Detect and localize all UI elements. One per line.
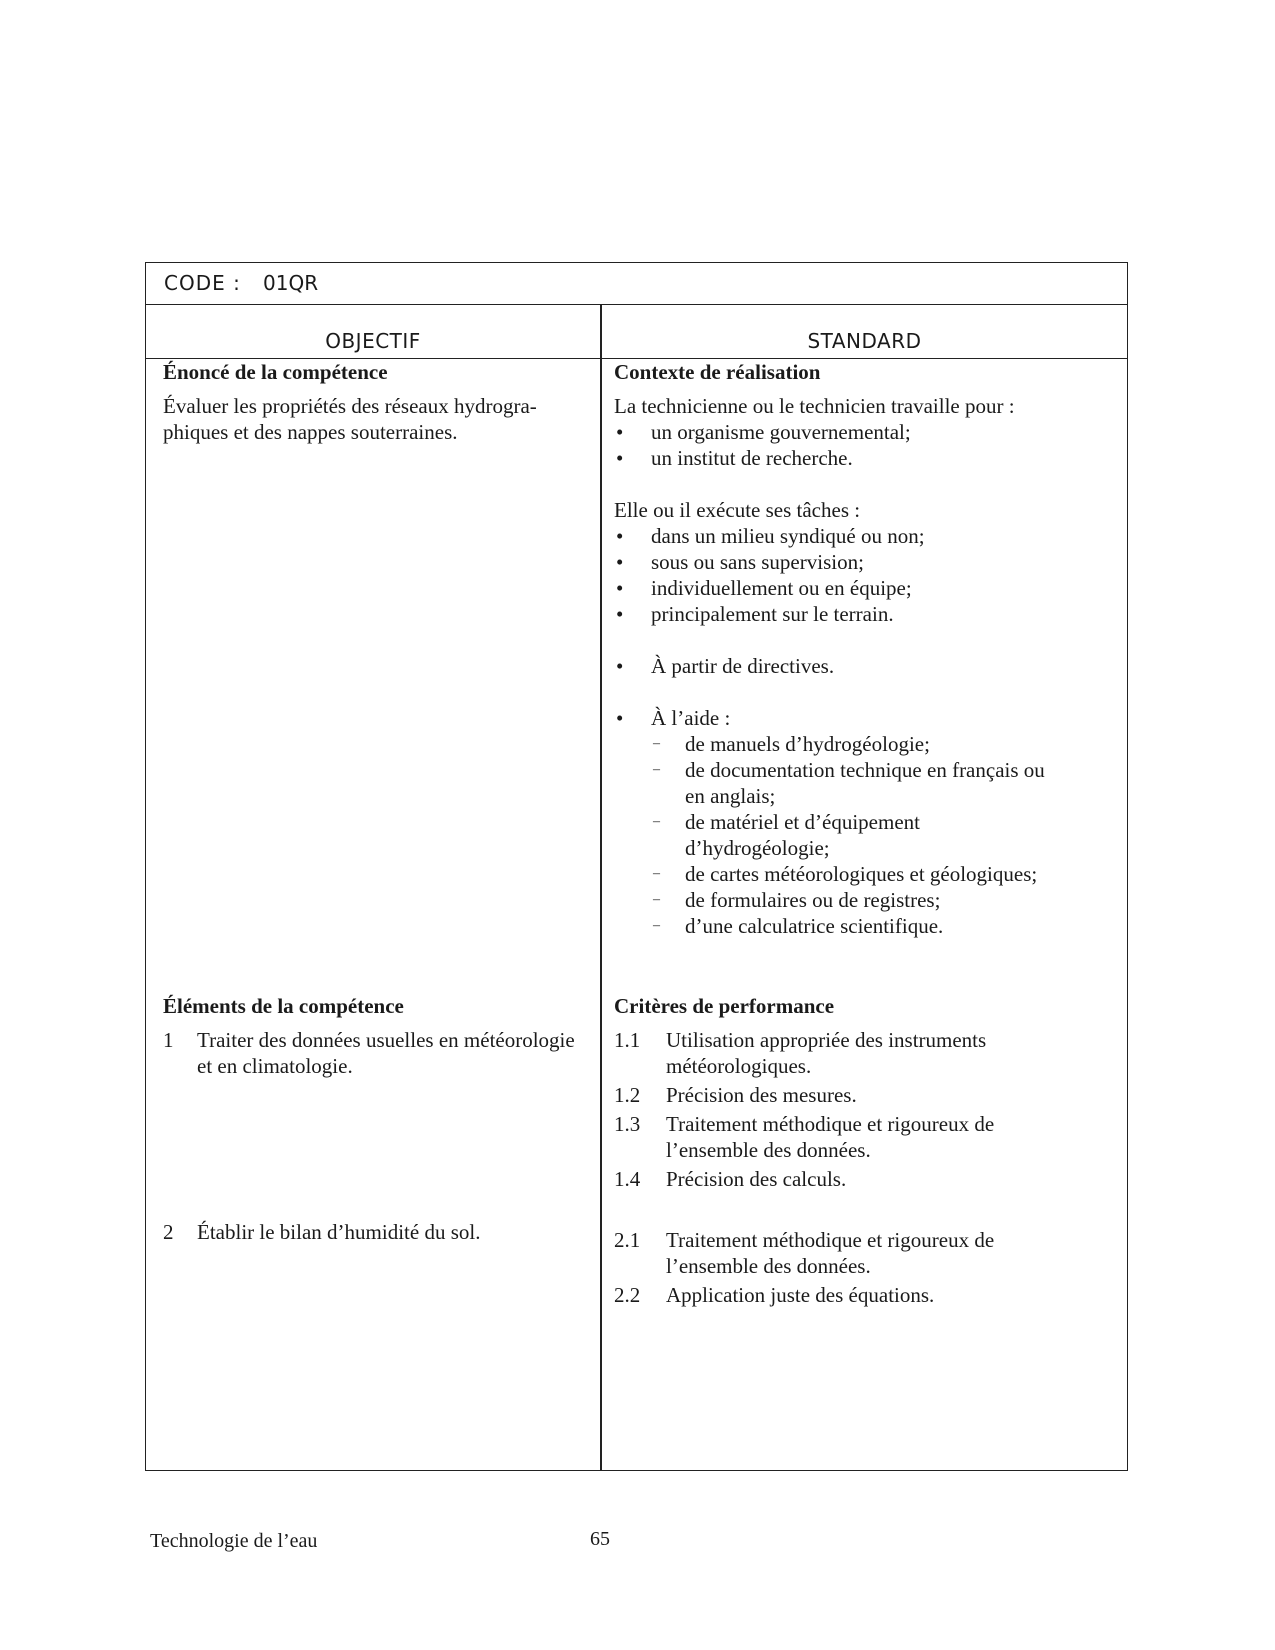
sub-list-item: – d’une calculatrice scientifique.	[614, 913, 1114, 939]
criteres-section	[614, 993, 1034, 1308]
sub-list-item: – de documentation technique en français ou en anglais;	[614, 757, 1065, 809]
enonce-line: phiques et des nappes souterraines.	[163, 420, 458, 444]
critere-text: Utilisation appropriée des instruments météorologiques.	[666, 1028, 987, 1078]
elements-title: Éléments de la compétence	[163, 994, 404, 1018]
element-number: 2	[163, 1220, 174, 1244]
critere-item	[614, 1027, 1034, 1079]
list-item: • dans un milieu syndiqué ou non;	[614, 523, 1114, 549]
page-number: 65	[590, 1528, 610, 1550]
sub-list-item: – de matériel et d’équipement d’hydrogéologie;	[614, 809, 945, 861]
critere-number: 2.2	[614, 1283, 641, 1307]
code-value: 01QR	[263, 271, 319, 295]
critere-text: Application juste des équations.	[666, 1283, 935, 1307]
code-row	[146, 263, 1127, 305]
footer-title: Technologie de l’eau	[150, 1530, 318, 1552]
element-text: Traiter des données usuelles en météorologie et en climatologie.	[197, 1028, 575, 1078]
contexte-section	[614, 359, 1114, 939]
critere-number: 1.4	[614, 1167, 641, 1191]
header-standard: STANDARD	[807, 329, 922, 353]
list-item: • principalement sur le terrain.	[614, 601, 1114, 627]
list-item: • À l’aide :	[614, 705, 1114, 731]
critere-item	[614, 1227, 1034, 1279]
enonce-section	[163, 359, 583, 445]
contexte-intro2: Elle ou il exécute ses tâches :	[614, 498, 861, 522]
sub-list-item: – de manuels d’hydrogéologie;	[614, 731, 1114, 757]
contexte-intro1: La technicienne ou le technicien travaille pour :	[614, 394, 1015, 418]
critere-item	[614, 1082, 1034, 1108]
critere-number: 1.2	[614, 1083, 641, 1107]
critere-text: Précision des calculs.	[666, 1167, 847, 1191]
critere-number: 1.1	[614, 1028, 641, 1052]
list-item: • un institut de recherche.	[614, 445, 1114, 471]
list-item: • À partir de directives.	[614, 653, 1114, 679]
critere-text: Traitement méthodique et rigoureux de l’ensemble des données.	[666, 1112, 995, 1162]
enonce-text	[163, 393, 583, 445]
contexte-title: Contexte de réalisation	[614, 360, 821, 384]
critere-item	[614, 1166, 1034, 1192]
element-item	[163, 1219, 583, 1245]
element-item	[163, 1027, 583, 1079]
enonce-title: Énoncé de la compétence	[163, 360, 388, 384]
sub-list-item: – de cartes météorologiques et géologiques;	[614, 861, 1114, 887]
critere-text: Traitement méthodique et rigoureux de l’ensemble des données.	[666, 1228, 995, 1278]
elements-section	[163, 993, 583, 1245]
critere-number: 1.3	[614, 1112, 641, 1136]
column-headers	[146, 305, 1127, 359]
critere-number: 2.1	[614, 1228, 641, 1252]
code-label: CODE :	[164, 271, 241, 295]
element-text: Établir le bilan d’humidité du sol.	[197, 1220, 481, 1244]
enonce-line: Évaluer les propriétés des réseaux hydrogra-	[163, 394, 537, 418]
critere-item	[614, 1111, 1034, 1163]
criteres-title: Critères de performance	[614, 994, 835, 1018]
critere-item	[614, 1282, 1034, 1308]
sub-list-item: – de formulaires ou de registres;	[614, 887, 1114, 913]
list-item: • individuellement ou en équipe;	[614, 575, 1114, 601]
column-divider	[600, 305, 602, 1470]
header-objectif: OBJECTIF	[325, 329, 421, 353]
list-item: • sous ou sans supervision;	[614, 549, 1114, 575]
critere-text: Précision des mesures.	[666, 1083, 857, 1107]
list-item: • un organisme gouvernemental;	[614, 419, 1114, 445]
element-number: 1	[163, 1028, 174, 1052]
competence-table	[145, 262, 1128, 1471]
